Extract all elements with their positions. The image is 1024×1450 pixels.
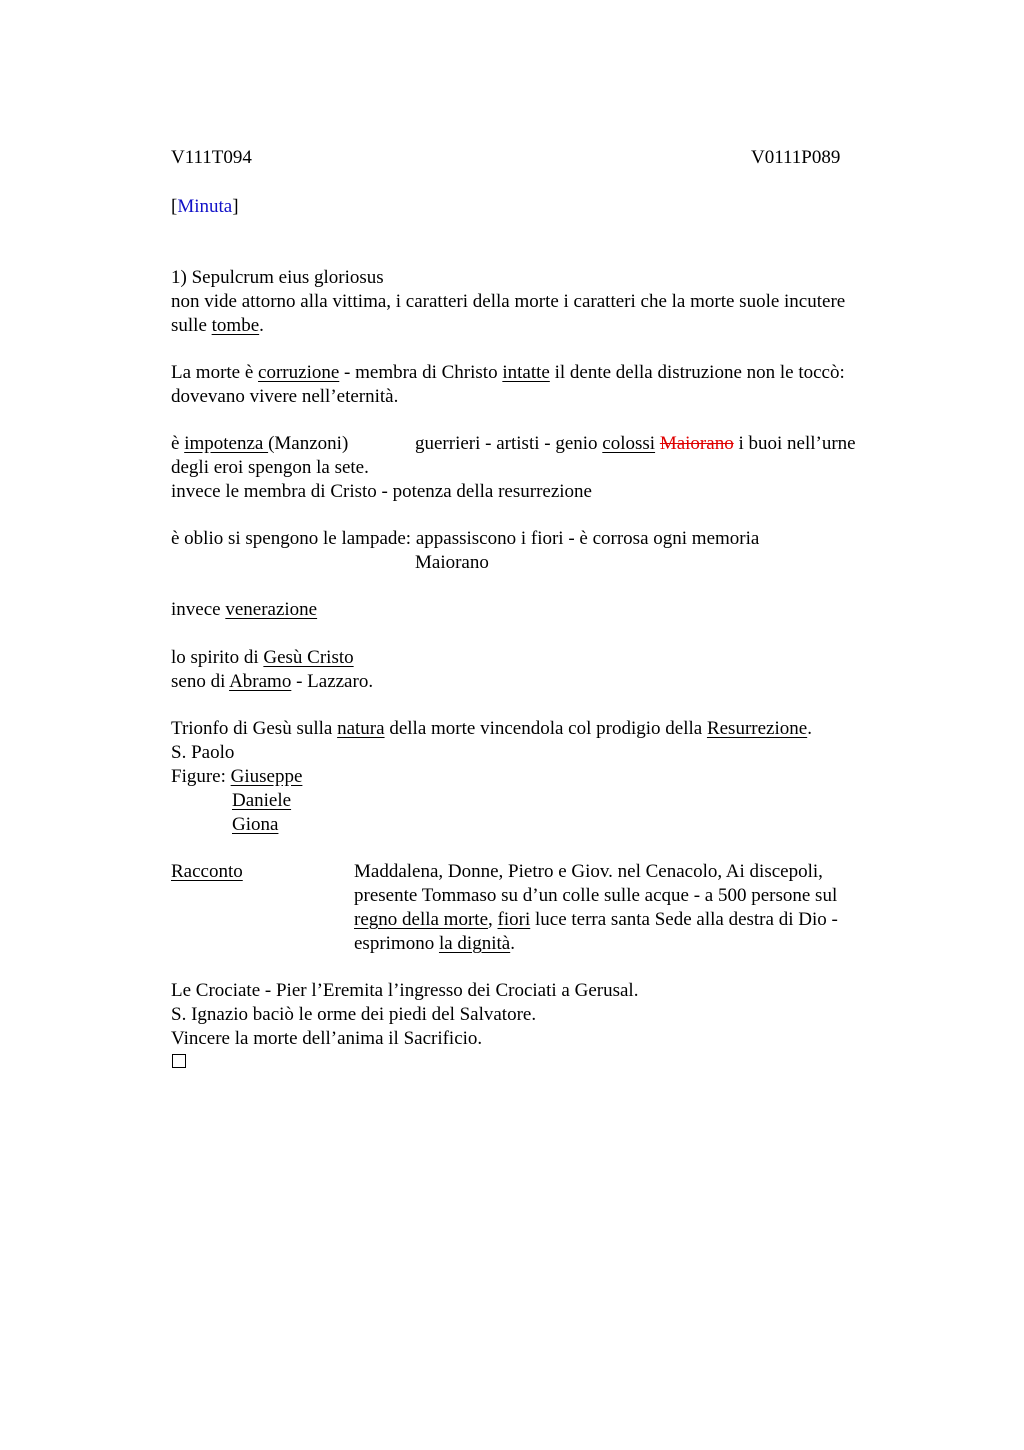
p1-line3: [171, 314, 264, 338]
closing-line1: Le Crociate - Pier l’Eremita l’ingresso dei Crociati a Gerusal.: [171, 980, 639, 1001]
p3-line2: degli eroi spengon la sete.: [171, 457, 369, 478]
figure-giuseppe: Giuseppe: [230, 766, 303, 787]
racconto-text-d: luce terra santa Sede alla destra di Dio -: [530, 909, 838, 930]
p7-text-a: Trionfo di Gesù sulla: [171, 718, 338, 739]
figure-giona: Giona: [232, 814, 279, 835]
figure-daniele: Daniele: [232, 790, 292, 811]
p3-manzoni: (Manzoni): [268, 433, 349, 454]
p6-line1: [171, 646, 354, 670]
p2-text-e: il dente della distruzione non le toccò:: [549, 362, 845, 383]
p3-line1a: [171, 432, 348, 456]
racconto-line2: presente Tommaso su d’un colle sulle acque - a 500 persone sul: [354, 885, 838, 906]
closing-line3: Vincere la morte dell’anima il Sacrificio.: [171, 1028, 483, 1049]
p2-text-c: - membra di Christo: [339, 362, 503, 383]
p4-line2: Maiorano: [415, 552, 489, 573]
p3-line1b: [415, 432, 856, 456]
p6-text-c: seno di: [171, 671, 230, 692]
word-fiori: fiori: [497, 909, 531, 930]
minuta-bracket-close: ]: [232, 196, 239, 217]
word-resurrezione: Resurrezione: [706, 718, 808, 739]
word-la-dignita: la dignità: [438, 933, 511, 954]
p1-line1: 1) Sepulcrum eius gloriosus: [171, 267, 384, 288]
struck-maiorano: Maiorano: [659, 433, 734, 454]
p5-text: invece: [171, 599, 226, 620]
p2-line2: dovevano vivere nell’eternità.: [171, 386, 399, 407]
p3-line3: invece le membra di Cristo - potenza della resurrezione: [171, 481, 592, 502]
word-intatte: intatte: [502, 362, 550, 383]
minuta-label: Minuta: [177, 196, 233, 217]
p7-line2: S. Paolo: [171, 742, 235, 763]
p5-line: [171, 598, 317, 622]
word-regno-della-morte: regno della morte: [354, 909, 489, 930]
racconto-text-a: esprimono: [354, 933, 439, 954]
word-abramo: Abramo: [229, 671, 292, 692]
p1-line2: non vide attorno alla vittima, i caratteri della morte i caratteri che la morte suole incutere: [171, 291, 846, 312]
p4-line1: è oblio si spengono le lampade: appassiscono i fiori - è corrosa ogni memoria: [171, 528, 760, 549]
p7-text-c: della morte vincendola col prodigio della: [384, 718, 707, 739]
word-corruzione: corruzione: [258, 362, 340, 383]
racconto-line1: Maddalena, Donne, Pietro e Giov. nel Cenacolo, Ai discepoli,: [354, 861, 823, 882]
p3-text-h: i buoi nell’urne: [733, 433, 856, 454]
p1-text: sulle: [171, 315, 212, 336]
header-left-code: V111T094: [171, 147, 252, 168]
p6-text-e: - Lazzaro.: [291, 671, 374, 692]
p6-line2: [171, 670, 373, 694]
p7-period: .: [807, 718, 812, 739]
word-natura: natura: [337, 718, 385, 739]
minuta-bracket-open: [: [171, 196, 178, 217]
racconto-line4: [354, 932, 515, 956]
p3-text-a: è: [171, 433, 185, 454]
p2-line1: [171, 361, 845, 385]
figure-label: Figure:: [171, 766, 231, 787]
racconto-line3: [354, 908, 838, 932]
racconto-label: Racconto: [171, 861, 243, 882]
closing-line2: S. Ignazio baciò le orme dei piedi del Salvatore.: [171, 1004, 537, 1025]
p7-line1: [171, 717, 812, 741]
racconto-comma: ,: [488, 909, 498, 930]
p1-period: .: [259, 315, 264, 336]
p2-text-a: La morte è: [171, 362, 259, 383]
word-tombe: tombe: [211, 315, 260, 336]
figures-line1: [171, 765, 302, 789]
end-box-icon: [172, 1051, 186, 1075]
word-colossi: colossi: [602, 433, 656, 454]
word-impotenza: impotenza: [184, 433, 269, 454]
header-right-code: V0111P089: [751, 147, 841, 168]
word-gesu-cristo: Gesù Cristo: [263, 647, 354, 668]
p6-text-a: lo spirito di: [171, 647, 264, 668]
p3-text-d: guerrieri - artisti - genio: [415, 433, 603, 454]
racconto-period: .: [510, 933, 515, 954]
minuta-tag: [171, 195, 239, 219]
word-venerazione: venerazione: [225, 599, 318, 620]
